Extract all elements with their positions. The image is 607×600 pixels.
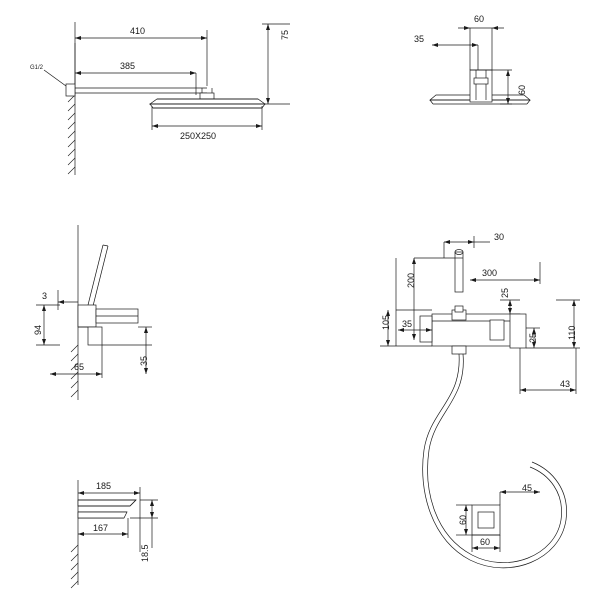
dimension-label-35-arm: 35 (414, 34, 425, 44)
dimension-label-250x250: 250X250 (180, 131, 217, 141)
dimension-label-35-body: 35 (402, 319, 413, 329)
dimension-label-30: 30 (494, 232, 505, 242)
dimension-label-185: 185 (96, 481, 112, 491)
dimension-label-g12: G1/2 (30, 65, 44, 71)
dimension-label-43: 43 (560, 379, 571, 389)
dimension-label-410: 410 (130, 26, 146, 36)
dimension-label-60-bracket-height: 60 (458, 514, 468, 525)
dimension-label-35-holder: 35 (139, 355, 149, 366)
dimension-label-94: 94 (33, 324, 43, 335)
dimension-label-18-5: 18.5 (140, 544, 150, 562)
dimension-label-110: 110 (567, 325, 577, 340)
dimension-label-65: 65 (74, 362, 85, 372)
dimension-label-60-arm-height: 60 (517, 84, 527, 95)
dimension-label-300: 300 (482, 268, 498, 278)
dimension-label-60-top: 60 (474, 14, 485, 24)
dimension-label-75: 75 (280, 29, 290, 40)
dimension-label-25-upper: 25 (500, 287, 510, 298)
dimension-label-200: 200 (406, 272, 416, 288)
dimension-label-105: 105 (381, 314, 391, 330)
dimension-label-3: 3 (42, 291, 48, 301)
dimension-label-385: 385 (120, 61, 136, 71)
dimension-label-25-right: 25 (528, 332, 538, 343)
dimension-label-167: 167 (93, 523, 109, 533)
dimension-label-60-bracket-width: 60 (480, 537, 491, 547)
dimension-label-45: 45 (522, 483, 533, 493)
